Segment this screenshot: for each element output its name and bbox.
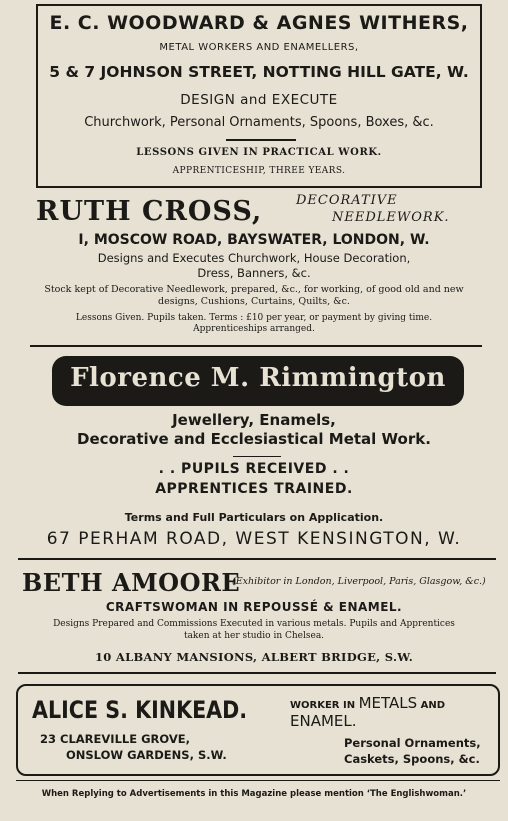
kinkead-name: ALICE S. KINKEAD.: [32, 696, 248, 724]
kinkead-worker-and: AND: [417, 700, 446, 711]
ruth-cross-address: I, MOSCOW ROAD, BAYSWATER, LONDON, W.: [78, 232, 430, 248]
woodward-rule: [226, 139, 296, 141]
kinkead-address-line1: 23 CLAREVILLE GROVE,: [40, 732, 190, 746]
divider-rule: [18, 672, 496, 674]
rimmington-line2: Decorative and Ecclesiastical Metal Work.: [77, 430, 431, 448]
footer-rule: [16, 780, 500, 781]
ruth-cross-lessons-line1: Lessons Given. Pupils taken. Terms : £10 per year, or payment by giving time.: [75, 313, 433, 323]
rimmington-banner: [52, 356, 464, 406]
kinkead-personal-line2: Caskets, Spoons, &c.: [344, 752, 480, 766]
divider-rule: [30, 345, 482, 347]
ruth-cross-lessons-line2: Apprenticeships arranged.: [193, 324, 315, 334]
ruth-cross-stock-line2: designs, Cushions, Curtains, Quilts, &c.: [158, 296, 350, 307]
rimmington-address: 67 PERHAM ROAD, WEST KENSINGTON, W.: [46, 529, 462, 549]
rimmington-short-rule: [233, 456, 281, 457]
woodward-address: 5 & 7 JOHNSON STREET, NOTTING HILL GATE, W.: [49, 63, 469, 81]
kinkead-worker-metals: METALS: [358, 694, 418, 712]
rimmington-name: Florence M. Rimmington: [70, 363, 446, 393]
beth-amoore-desc-line1: Designs Prepared and Commissions Executed in various metals. Pupils and Apprentices: [53, 619, 455, 629]
kinkead-worker-line: [290, 694, 445, 712]
ruth-cross-desc-line1: Designs and Executes Churchwork, House Decoration,: [97, 251, 411, 265]
beth-amoore-address: 10 ALBANY MANSIONS, ALBERT BRIDGE, S.W.: [94, 650, 414, 664]
ruth-cross-needlework: NEEDLEWORK.: [332, 210, 450, 225]
kinkead-enamel: ENAMEL.: [290, 712, 357, 730]
rimmington-terms: Terms and Full Particulars on Application.: [124, 511, 384, 524]
footer-note: When Replying to Advertisements in this Magazine please mention ‘The Englishwoman.’: [41, 789, 467, 799]
kinkead-advert: [16, 684, 500, 776]
woodward-advert: [36, 4, 482, 188]
beth-amoore-desc-line2: taken at her studio in Chelsea.: [183, 631, 325, 641]
rimmington-line1: Jewellery, Enamels,: [172, 411, 336, 429]
woodward-trade: METAL WORKERS AND ENAMELLERS,: [159, 42, 359, 53]
divider-rule: [18, 558, 496, 560]
rimmington-pupils: . . PUPILS RECEIVED . .: [158, 461, 350, 477]
woodward-lessons: LESSONS GIVEN IN PRACTICAL WORK.: [136, 147, 382, 158]
kinkead-worker-prefix: WORKER IN: [290, 700, 359, 711]
ruth-cross-stock-line1: Stock kept of Decorative Needlework, prepared, &c., for working, of good old and new: [44, 284, 464, 295]
beth-amoore-craft: CRAFTSWOMAN IN REPOUSSÉ & ENAMEL.: [105, 600, 403, 614]
woodward-design: DESIGN and EXECUTE: [180, 92, 338, 108]
rimmington-apprentices: APPRENTICES TRAINED.: [155, 481, 353, 497]
kinkead-personal-line1: Personal Ornaments,: [344, 736, 481, 750]
woodward-items: Churchwork, Personal Ornaments, Spoons, Boxes, &c.: [84, 115, 434, 130]
beth-amoore-name: BETH AMOORE: [22, 568, 241, 597]
ruth-cross-name: RUTH CROSS,: [36, 196, 263, 227]
woodward-apprenticeship: APPRENTICESHIP, THREE YEARS.: [172, 166, 346, 176]
kinkead-address-line2: ONSLOW GARDENS, S.W.: [66, 748, 227, 762]
beth-amoore-exhibitor: (Exhibitor in London, Liverpool, Paris, Glasgow, &c.): [232, 576, 486, 587]
ruth-cross-desc-line2: Dress, Banners, &c.: [197, 266, 311, 280]
ruth-cross-decorative: DECORATIVE: [296, 193, 398, 208]
woodward-name: E. C. WOODWARD & AGNES WITHERS,: [49, 12, 469, 34]
